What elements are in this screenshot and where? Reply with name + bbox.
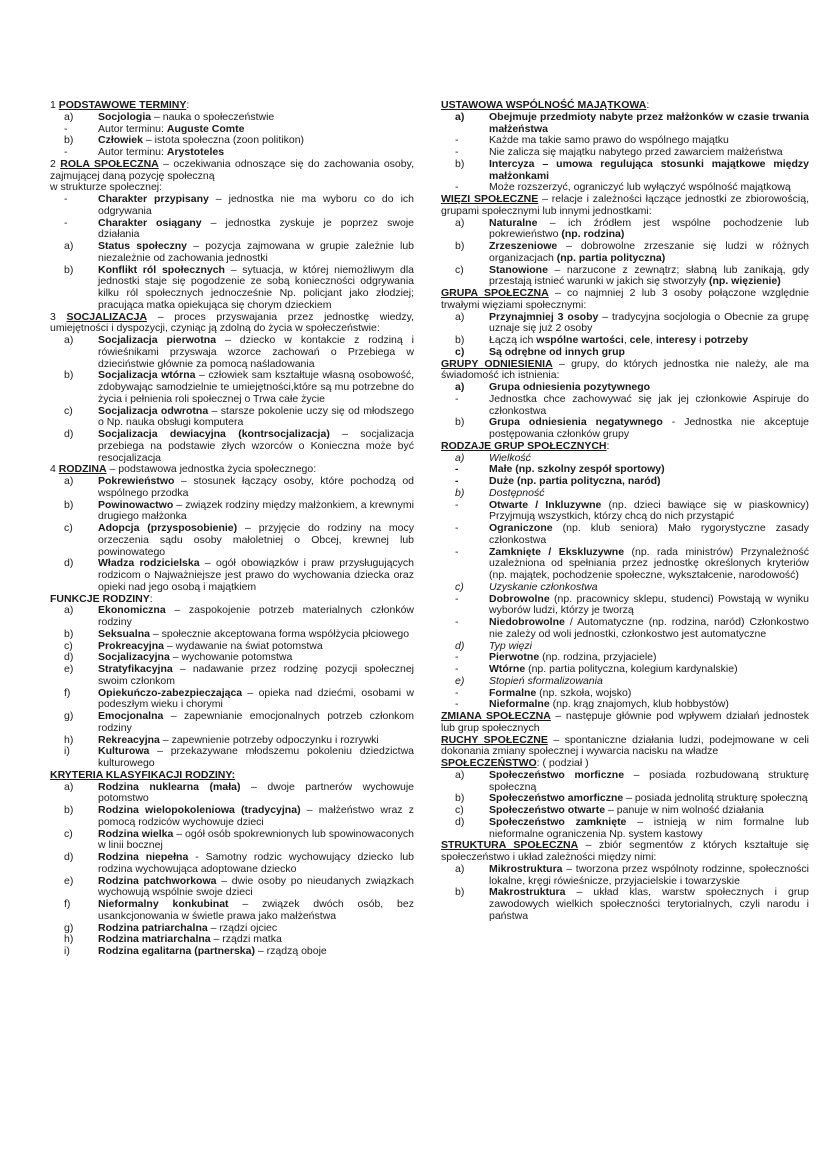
term: Przynajmniej 3 osoby <box>489 310 599 323</box>
text: Może rozszerzyć, ograniczyć lub wyłączyć wspólność majątkową <box>489 181 791 194</box>
list-marker: d) <box>64 651 74 664</box>
term: Stratyfikacyjna <box>98 663 173 675</box>
text: – posiada rozbudowaną strukturę społeczną <box>489 768 810 793</box>
text: – tradycyjna socjologia o Obecnie za grupę uznaje się już 2 osoby <box>489 310 809 335</box>
text: – opieka nad dziećmi, osobami w podeszłym wieku i chorymi <box>98 686 414 711</box>
term: wspólne wartości <box>536 334 624 346</box>
list-marker: a) <box>455 110 465 123</box>
list-item <box>441 218 809 242</box>
list-item <box>50 218 414 242</box>
text: – ogół osób spokrewnionych lub spowinowaconych w linii bocznej <box>98 827 414 852</box>
text: – dobrowolne zrzeszanie się ludzi w różnych organizacjach <box>489 240 809 264</box>
text: Uzyskanie członkostwa <box>489 580 598 593</box>
list-item <box>50 782 414 806</box>
text: (np. partia polityczna, kolegium kardynalskie) <box>525 663 738 675</box>
list-marker: e) <box>455 674 465 687</box>
list-marker: d) <box>455 639 465 652</box>
list-item <box>441 159 809 183</box>
section-heading: STRUKTURA SPOŁECZNA <box>441 839 579 852</box>
text: – grupy, do których jednostka nie należy, ale ma świadomość ich istnienia: <box>441 357 809 382</box>
list-marker: a) <box>455 862 465 875</box>
list-marker: - <box>455 592 459 605</box>
text: – ogół obowiązków i praw przysługujących rodzicom o Najważniejsze jest prawo do wychowania dziecka oraz opieki nad jego osobą i majątkiem <box>98 557 414 593</box>
list-marker: - <box>455 181 459 194</box>
section-heading: RODZINA <box>58 463 107 476</box>
term: potrzeby <box>704 334 749 346</box>
term: Nieformalne <box>489 698 550 711</box>
term: Małe (np. szkolny zespół sportowy) <box>489 463 665 476</box>
list-marker: g) <box>64 921 74 934</box>
term: Formalne <box>489 686 537 699</box>
list-marker: b) <box>455 157 465 170</box>
list-item <box>50 194 414 218</box>
term: interesy <box>655 334 697 346</box>
paragraph <box>441 735 809 759</box>
section-heading: PODSTAWOWE TERMINY <box>58 99 187 111</box>
text: – społecznie akceptowana forma współżycia płciowego <box>149 627 410 640</box>
list-marker: b) <box>455 486 465 499</box>
list-marker: e) <box>64 663 74 675</box>
list-item <box>441 112 809 136</box>
text: 3 <box>50 310 67 323</box>
term: Obejmuje przedmioty nabyte przez małżonków w czasie trwania małżeństwa <box>489 110 809 135</box>
text: w strukturze społecznej: <box>50 181 163 194</box>
list-marker: - <box>455 686 459 699</box>
text: – pozycja zajmowana w grupie zależnie lub niezależnie od zachowania jednostki <box>98 240 415 264</box>
text: – związek rodziny między małżonkiem, a krewnymi drugiego małżonka <box>98 498 414 523</box>
term: Rodzina niepełna <box>98 851 189 863</box>
list-marker: - <box>455 463 459 476</box>
list-marker: i) <box>64 945 70 957</box>
text: (np. rada ministrów) Przynależność uzależniona od spełniania przez jednostkę określonych kryteriów (np. majątek, pochodzenie społeczne, wykształcenie, narodowość) <box>489 545 809 581</box>
text: : <box>606 439 610 452</box>
list-item <box>441 523 809 547</box>
list-marker: d) <box>64 851 74 863</box>
term: Arystoteles <box>166 146 225 158</box>
paragraph <box>441 840 809 864</box>
section-heading: RUCHY SPOŁECZNE <box>441 733 548 746</box>
list-marker: h) <box>64 933 74 946</box>
section-heading: GRUPA SPOŁECZNA <box>441 287 549 299</box>
term: Rodzina wielka <box>98 827 174 840</box>
list-marker: b) <box>64 263 74 276</box>
text: Jednostka chce zachowywać się jak jej członkowie Aspiruje do członkostwa <box>489 392 809 417</box>
list-item <box>441 500 809 524</box>
text: – oczekiwania odnoszące się do zachowania osoby, zajmującej daną pozycję społeczną <box>50 157 414 182</box>
list-marker: a) <box>455 216 465 229</box>
list-item <box>50 335 414 370</box>
left-column <box>50 100 414 958</box>
list-marker: - <box>455 698 459 711</box>
term: (np. rodzina) <box>561 228 625 241</box>
text: – dziecko w kontakcie z rodziną i rówieśnikami przyswaja wzorce zachowań o Przebiega w dzieciństwie głównie za pomocą naśladowania <box>98 334 414 370</box>
term: Grupa odniesienia negatywnego <box>489 416 663 429</box>
list-marker: a) <box>64 110 74 123</box>
text: Typ więzi <box>489 639 532 652</box>
term: Socjalizacja dewiacyjna (kontrsocjalizacja) <box>98 428 330 440</box>
text: , <box>623 334 630 346</box>
list-marker: c) <box>64 404 73 417</box>
term: Zrzeszeniowe <box>489 240 558 252</box>
term: FUNKCJE RODZINY <box>50 592 150 605</box>
text: (np. dzieci bawiące się w piaskownicy) Przyjmują wszystkich, którzy chcą do nich przystąpić <box>489 498 809 523</box>
term: Socjalizacja wtórna <box>98 369 196 382</box>
list-marker: - <box>64 193 68 205</box>
list-marker: a) <box>64 475 74 487</box>
section-heading: ROLA SPOŁECZNA <box>60 157 159 170</box>
term: Adopcja (przysposobienie) <box>98 522 238 534</box>
term: Socjalizacyjna <box>98 651 170 664</box>
list-item <box>50 876 414 900</box>
list-item <box>50 558 414 593</box>
text: (np. pracownicy sklepu, studenci) Powstają w wyniku wyborów ludzi, którzy je tworzą <box>489 592 809 617</box>
term: Kulturowa <box>98 745 150 758</box>
list-item <box>50 476 414 500</box>
text: Nie zalicza się majątku nabytego przed zawarciem małżeństwa <box>489 146 783 158</box>
text: : <box>646 99 650 111</box>
list-marker: b) <box>64 134 74 147</box>
list-item <box>50 406 414 430</box>
term: Otwarte / Inkluzywne <box>489 498 602 511</box>
text: i <box>696 334 705 346</box>
list-marker: b) <box>64 498 74 511</box>
list-item <box>441 770 809 794</box>
list-marker: - <box>455 475 459 487</box>
list-marker: h) <box>64 733 74 746</box>
text: : <box>149 592 153 605</box>
term: Rodzina patriarchalna <box>98 921 208 934</box>
list-marker: b) <box>455 334 465 346</box>
list-marker: c) <box>455 804 464 816</box>
text: : ( podział ) <box>536 757 589 769</box>
list-marker: a) <box>455 451 465 464</box>
list-marker: c) <box>455 263 464 276</box>
list-marker: - <box>64 122 68 135</box>
text: 2 <box>50 157 61 170</box>
list-marker: d) <box>455 815 465 828</box>
list-marker: b) <box>455 416 465 429</box>
text: (np. klub seniora) Mało rygorystyczne zasady członkostwa <box>489 522 809 546</box>
term: Socjalizacja odwrotna <box>98 404 209 417</box>
list-item <box>441 594 809 618</box>
list-item <box>441 312 809 336</box>
term: Władza rodzicielska <box>98 557 200 570</box>
term: Grupa odniesienia pozytywnego <box>489 381 651 393</box>
list-item <box>441 547 809 582</box>
term: Społeczeństwo amorficzne <box>489 792 624 805</box>
term: Charakter przypisany <box>98 193 209 205</box>
list-marker: b) <box>64 627 74 640</box>
term: Seksualna <box>98 627 150 640</box>
list-marker: a) <box>64 780 74 793</box>
list-marker: - <box>455 545 459 558</box>
text: – związek dwóch osób, bez usankcjonowania w świetle prawa jako małżeństwa <box>98 898 414 922</box>
term: Rodzina egalitarna (partnerska) <box>98 945 255 957</box>
list-marker: - <box>455 522 459 534</box>
text: – jednostka nie ma wyboru co do ich odgrywania <box>98 193 414 217</box>
paragraph <box>441 288 809 312</box>
right-column <box>441 100 809 923</box>
text: – co najmniej 2 lub 3 osoby połączone względnie trwałymi więziami społecznymi: <box>441 287 809 311</box>
list-item <box>50 605 414 629</box>
text: Łączą ich <box>489 334 537 346</box>
section-heading: SPOŁECZEŃSTWO <box>441 757 537 769</box>
text: 1 <box>50 99 59 111</box>
list-item <box>441 241 809 265</box>
text: – starsze pokolenie uczy się od młodszego o Np. nauka obsługi komputera <box>98 404 414 429</box>
list-marker: e) <box>64 874 74 887</box>
term: Pokrewieństwo <box>98 475 175 487</box>
text: – wychowanie potomstwa <box>169 651 293 664</box>
text: – nauka o społeczeństwie <box>151 110 275 123</box>
list-marker: b) <box>455 240 465 252</box>
term: cele <box>629 334 651 346</box>
term: (np. więzienie) <box>709 275 781 288</box>
list-item <box>50 523 414 558</box>
term: Status społeczny <box>98 240 188 252</box>
list-marker: a) <box>455 310 465 323</box>
term: Powinowactwo <box>98 498 174 511</box>
text: – zapewnienie potrzeby odpoczynku i rozrywki <box>159 733 379 746</box>
text: – proces przyswajania przez jednostkę wiedzy, umiejętności i dyspozycji, czyniąc ją zdolną do życia w społeczeństwie: <box>50 310 414 335</box>
term: Rodzina patchworkowa <box>98 874 217 887</box>
list-item <box>441 394 809 418</box>
text: – istota społeczna (zoon politikon) <box>142 134 305 147</box>
text: – człowiek sam kształtuje własną osobowość, zdobywając samodzielnie te umiejętności,które są mu potrzebne do życia i pełnienia roli społecznej o Trwa całe życie <box>98 369 414 405</box>
section-heading: RODZAJE GRUP SPOŁECZNYCH <box>441 439 607 452</box>
term: Dobrowolne <box>489 592 550 605</box>
term: Naturalne <box>489 216 538 229</box>
list-marker: c) <box>455 580 464 593</box>
list-marker: - <box>455 663 459 675</box>
list-marker: f) <box>64 898 71 910</box>
section-heading: KRYTERIA KLASYFIKACJI RODZINY: <box>50 768 236 781</box>
text: (np. krąg znajomych, klub hobbystów) <box>549 698 729 711</box>
text: – spontaniczne działania ludzi, podejmowane w celi dokonania zmiany społecznej i wywarcia nacisku na władze <box>441 733 809 758</box>
section-heading: SOCJALIZACJA <box>66 310 148 323</box>
list-marker: - <box>455 392 459 405</box>
term: Rodzina wielopokoleniowa (tradycyjna) <box>98 804 301 816</box>
term: Społeczeństwo zamknięte <box>489 815 627 828</box>
text: , <box>650 334 656 346</box>
term: Społeczeństwo otwarte <box>489 804 606 816</box>
text: Wielkość <box>489 451 531 464</box>
term: Rodzina matriarchalna <box>98 933 211 946</box>
list-marker: c) <box>455 345 465 358</box>
list-marker: a) <box>64 604 74 617</box>
text: – przyjęcie do rodziny na mocy orzeczenia sądu osoby małoletniej o Obcej, krewnej lub powinowatego <box>98 522 414 558</box>
text: : <box>186 99 190 111</box>
list-item <box>441 864 809 888</box>
term: Społeczeństwo morficzne <box>489 768 625 781</box>
text: – stosunek łączący osoby, które pochodzą od wspólnego przodka <box>98 475 414 499</box>
term: (np. partia polityczna) <box>556 251 666 264</box>
term: Konflikt ról społecznych <box>98 263 225 276</box>
paragraph <box>50 312 414 336</box>
term: Niedobrowolne <box>489 616 565 628</box>
list-item <box>50 370 414 405</box>
text: – dwoje partnerów wychowuje potomstwo <box>98 780 414 805</box>
list-item <box>441 417 809 441</box>
term: Charakter osiągany <box>98 216 202 229</box>
term: Stanowione <box>489 263 548 276</box>
term: Ekonomiczna <box>98 604 166 617</box>
list-marker: b) <box>64 804 74 816</box>
text: Autor terminu: <box>98 122 167 135</box>
list-item <box>50 664 414 688</box>
list-item <box>50 265 414 312</box>
list-item <box>441 817 809 841</box>
list-marker: a) <box>455 768 465 781</box>
text: – ich źródłem jest wspólne pochodzenie lub pokrewieństwo <box>489 216 809 241</box>
term: Rekreacyjna <box>98 733 160 746</box>
list-item <box>50 852 414 876</box>
list-marker: g) <box>64 710 74 722</box>
text: – tworzona przez wspólnoty rodzinne, społeczności lokalne, kręgi rówieśnicze, przyjacielskie i towarzyskie <box>489 862 809 887</box>
term: Są odrębne od innych grup <box>489 345 625 358</box>
text: Dostępność <box>489 486 545 499</box>
list-item <box>50 500 414 524</box>
list-item <box>441 887 809 922</box>
term: Emocjonalna <box>98 710 164 722</box>
term: Człowiek <box>98 134 143 147</box>
list-marker: d) <box>64 428 74 440</box>
list-marker: - <box>455 651 459 664</box>
list-item <box>50 711 414 735</box>
text: – układ klas, warstw społecznych i grup zawodowych wielkich społeczności terytorialnych, czyli narodu i państwa <box>489 886 809 922</box>
list-marker: - <box>455 498 459 511</box>
term: Duże (np. partia polityczna, naród) <box>489 475 661 487</box>
list-marker: - <box>64 216 68 229</box>
list-item <box>50 429 414 464</box>
text: – rządzi matka <box>210 933 282 946</box>
section-heading: WIĘZI SPOŁECZNE <box>441 193 539 205</box>
list-marker: f) <box>64 686 71 699</box>
term: Socjalizacja pierwotna <box>98 334 217 346</box>
term: Opiekuńczo-zabezpieczająca <box>98 686 243 699</box>
list-marker: c) <box>64 639 73 652</box>
list-marker: c) <box>64 522 73 534</box>
text: – przekazywane młodszemu pokoleniu dziedzictwa kulturowego <box>98 745 414 769</box>
text: – zbiór segmentów z których kształtuje się społeczeństwo i układ zależności między nimi: <box>441 839 810 863</box>
term: Intercyza – umowa regulująca stosunki majątkowe między małżonkami <box>489 157 809 182</box>
term: Rodzina nuklearna (mała) <box>98 780 241 793</box>
paragraph <box>441 194 809 218</box>
text: – rządzą oboje <box>254 945 327 957</box>
text: – istnieją w nim formalne lub nieformalne ograniczenia Np. system kastowy <box>489 815 809 840</box>
text: – panuje w nim wolność działania <box>605 804 764 816</box>
text: – małżeństwo wraz z pomocą rodziców wychowuje dzieci <box>98 804 414 828</box>
text: – narzucone z zewnątrz; słabną lub zanikają, gdy przestają istnieć warunki w jakich się stworzyły <box>489 263 809 288</box>
list-marker: d) <box>64 557 74 570</box>
text: – jednostka zyskuje je poprzez swoje działania <box>98 216 414 241</box>
term: Auguste Comte <box>166 122 245 135</box>
list-marker: b) <box>455 792 465 805</box>
text: (np. rodzina, przyjaciele) <box>539 651 657 664</box>
list-item <box>50 899 414 923</box>
list-marker: b) <box>455 886 465 899</box>
text: – sytuacja, w której niemożliwym dla jednostki staje się pogodzenie ze sobą konieczności odgrywania kilku ról społecznych jednocześnie Np. policjant jako złodziej; pracująca matka opiekująca się chorym dzieckiem <box>98 263 414 311</box>
term: Mikrostruktura <box>489 862 563 875</box>
text: 4 <box>50 463 59 476</box>
list-item <box>441 265 809 289</box>
text: – relacje i zależności łączące jednostki ze zbiorowością, grupami społecznymi lub innymi jednostkami: <box>441 193 809 217</box>
section-heading: GRUPY ODNIESIENIA <box>441 357 553 370</box>
text: – posiada jednolitą strukturę społeczną <box>623 792 808 805</box>
paragraph <box>441 711 809 735</box>
term: Socjologia <box>98 110 152 123</box>
term: Ograniczone <box>489 522 553 534</box>
list-marker: b) <box>64 369 74 382</box>
list-item <box>50 946 414 958</box>
text: – zapewnianie emocjonalnych potrzeb członkom rodziny <box>98 710 414 734</box>
list-item <box>50 746 414 770</box>
section-heading: ZMIANA SPOŁECZNA <box>441 710 551 722</box>
text: - Jednostka nie akceptuje postępowania członków grupy <box>489 416 809 440</box>
term: Prokreacyjna <box>98 639 164 652</box>
list-marker: a) <box>64 240 74 252</box>
text: – rządzi ojciec <box>207 921 278 934</box>
text: / Automatyczne (np. rodzina, naród) Członkostwo nie zależy od woli jednostki, członkostwo jest automatyczne <box>489 616 809 640</box>
section-heading: USTAWOWA WSPÓLNOŚĆ MAJĄTKOWA <box>441 99 647 111</box>
text: – następuje głównie pod wpływem działań jednostek lub grup społecznych <box>441 710 809 734</box>
term: Pierwotne <box>489 651 540 664</box>
text: (np. szkoła, wojsko) <box>536 686 632 699</box>
term: Makrostruktura <box>489 886 566 899</box>
list-marker: a) <box>455 381 465 393</box>
paragraph <box>441 359 809 383</box>
text: – socjalizacja przebiega na podstawie złych wzorców o Konieczna może być resocjalizacja <box>98 428 414 464</box>
list-marker: i) <box>64 745 70 758</box>
text: – podstawowa jednostka życia społecznego: <box>106 463 317 476</box>
list-item <box>50 829 414 853</box>
text: Autor terminu: <box>98 146 167 158</box>
list-marker: - <box>455 134 459 147</box>
list-item <box>50 688 414 712</box>
text: – dwie osoby po nieudanych związkach wychowują wspólnie swoje dzieci <box>98 874 415 899</box>
text: – wydawanie na świat potomstwa <box>163 639 323 652</box>
text: Stopień sformalizowania <box>489 674 603 687</box>
list-marker: c) <box>64 827 73 840</box>
list-item <box>50 241 414 265</box>
text: Każde ma takie samo prawo do wspólnego majątku <box>489 134 729 147</box>
term: Wtórne <box>489 663 526 675</box>
text: – nadawanie przez rodzinę pozycji społecznej swoim członkom <box>98 663 414 687</box>
term: Nieformalny konkubinat <box>98 898 229 910</box>
list-marker: - <box>455 616 459 628</box>
list-item <box>50 805 414 829</box>
list-marker: - <box>455 146 459 158</box>
term: Zamknięte / Ekskluzywne <box>489 545 625 558</box>
list-marker: - <box>64 146 68 158</box>
text: – zaspokojenie potrzeb materialnych członków rodziny <box>98 604 414 628</box>
list-marker: a) <box>64 334 74 346</box>
list-item <box>441 617 809 641</box>
text: - Samotny rodzic wychowujący dziecko lub rodzina wychowująca adoptowane dziecko <box>98 851 414 875</box>
paragraph <box>50 159 414 183</box>
